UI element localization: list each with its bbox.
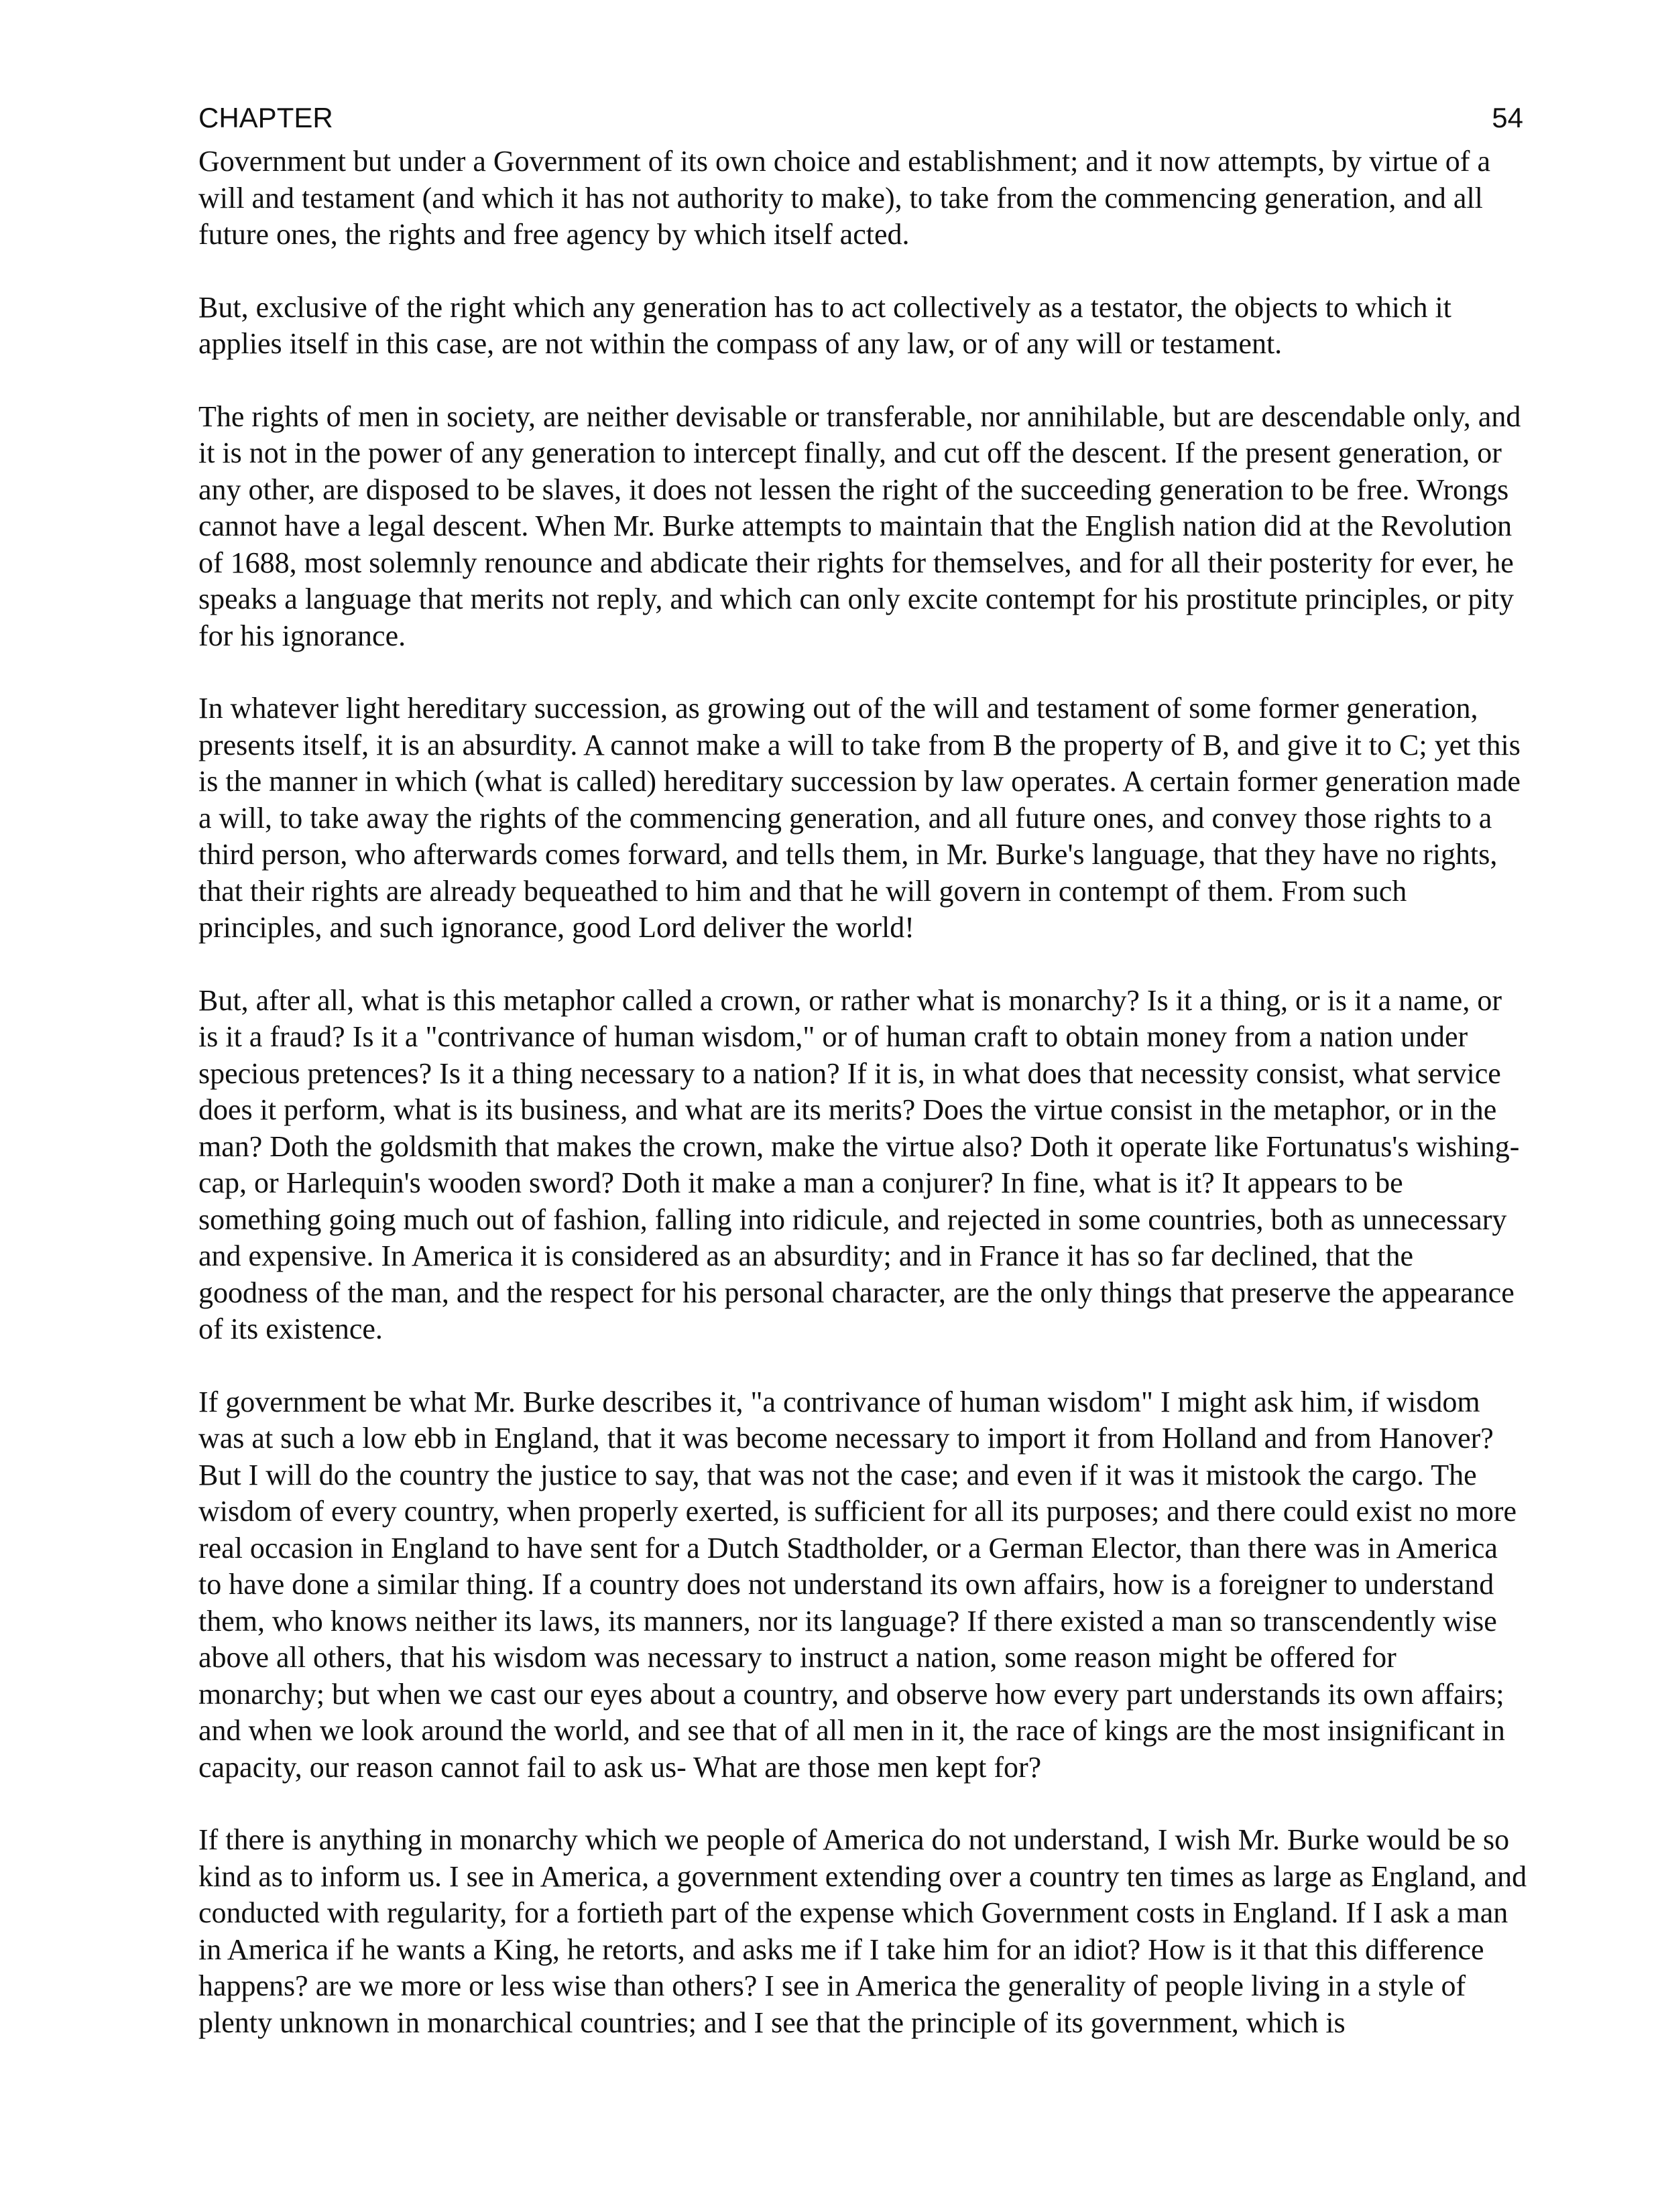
body-text <box>198 143 1527 2041</box>
page-header <box>198 101 1527 139</box>
paragraph: But, exclusive of the right which any generation has to act collectively as a testator, the objects to which it applies itself in this case, are not within the compass of any law, or of any will or testament. <box>198 290 1451 360</box>
paragraph: In whatever light hereditary succession, as growing out of the will and testament of some former generation, presents itself, it is an absurdity. A cannot make a will to take from B the property of B, and give it to C; yet this is the manner in which (what is called) hereditary succession by law operates. A certain former generation made a will, to take away the rights of the commencing generation, and all future ones, and convey those rights to a third person, who afterwards comes forward, and tells them, in Mr. Burke's language, that they have no rights, that their rights are already bequeathed to him and that he will govern in contempt of them. From such principles, and such ignorance, good Lord deliver the world! <box>198 692 1521 944</box>
paragraph: But, after all, what is this metaphor called a crown, or rather what is monarchy? Is it a thing, or is it a name, or is it a fraud? Is it a "contrivance of human wisdom," or of human craft to obtain money from a nation under specious pretences? Is it a thing necessary to a nation? If it is, in what does that necessity consist, what service does it perform, what is its business, and what are its merits? Does the virtue consist in the metaphor, or in the man? Doth the goldsmith that makes the crown, make the virtue also? Doth it operate like Fortunatus's wishing-cap, or Harlequin's wooden sword? Doth it make a man a conjurer? In fine, what is it? It appears to be something going much out of fashion, falling into ridicule, and rejected in some countries, both as unnecessary and expensive. In America it is considered as an absurdity; and in France it has so far declined, that the goodness of the man, and the respect for his personal character, are the only things that preserve the appearance of its existence. <box>198 983 1520 1345</box>
paragraph: The rights of men in society, are neither devisable or transferable, nor annihilable, but are descendable only, and it is not in the power of any generation to intercept finally, and cut off the descent. If the present generation, or any other, are disposed to be slaves, it does not lessen the right of the succeeding generation to be free. Wrongs cannot have a legal descent. When Mr. Burke attempts to maintain that the English nation did at the Revolution of 1688, most solemnly renounce and abdicate their rights for themselves, and for all their posterity for ever, he speaks a language that merits not reply, and which can only excite contempt for his prostitute principles, or pity for his ignorance. <box>198 400 1521 652</box>
paragraph: If there is anything in monarchy which we people of America do not understand, I wish Mr. Burke would be so kind as to inform us. I see in America, a government extending over a country ten times as large as England, and conducted with regularity, for a fortieth part of the expense which Government costs in England. If I ask a man in America if he wants a King, he retorts, and asks me if I take him for an idiot? How is it that this difference happens? are we more or less wise than others? I see in America the generality of people living in a style of plenty unknown in monarchical countries; and I see that the principle of its government, which is <box>198 1823 1527 2039</box>
document-page <box>198 101 1527 2077</box>
chapter-heading: CHAPTER <box>198 102 333 133</box>
paragraph: If government be what Mr. Burke describes it, "a contrivance of human wisdom" I might ask him, if wisdom was at such a low ebb in England, that it was become necessary to import it from Holland and from Hanover? But I will do the country the justice to say, that was not the case; and even if it was it mistook the cargo. The wisdom of every country, when properly exerted, is sufficient for all its purposes; and there could exist no more real occasion in England to have sent for a Dutch Stadtholder, or a German Elector, than there was in America to have done a similar thing. If a country does not understand its own affairs, how is a foreigner to understand them, who knows neither its laws, its manners, nor its language? If there existed a man so transcendently wise above all others, that his wisdom was necessary to instruct a nation, some reason might be offered for monarchy; but when we cast our eyes about a country, and observe how every part understands its own affairs; and when we look around the world, and see that of all men in it, the race of kings are the most insignificant in capacity, our reason cannot fail to ask us- What are those men kept for? <box>198 1385 1517 1784</box>
page-number: 54 <box>1492 102 1523 133</box>
paragraph: Government but under a Government of its own choice and establishment; and it now attempts, by virtue of a will and testament (and which it has not authority to make), to take from the commencing generation, and all future ones, the rights and free agency by which itself acted. <box>198 145 1490 251</box>
